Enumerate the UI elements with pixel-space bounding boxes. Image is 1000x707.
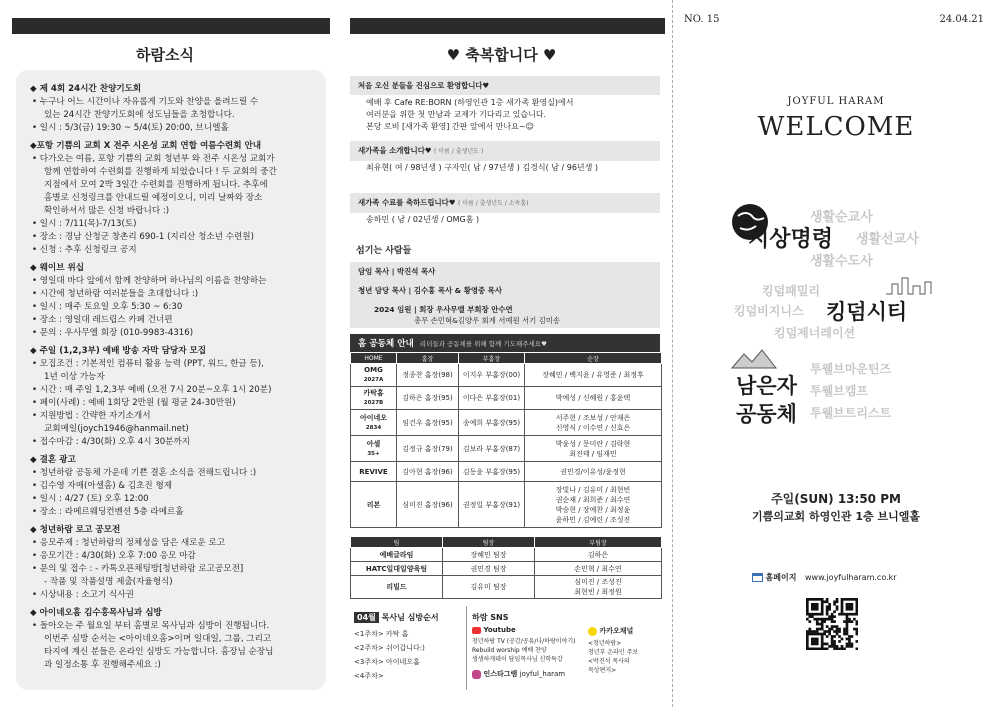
home-code: 2834: [365, 424, 382, 431]
remnant-title-2: 공동체: [736, 402, 797, 426]
team-lead: 권민경 팀장: [443, 562, 535, 576]
great-commission-title: 지상명령: [748, 227, 834, 252]
col-vice: 부홈장: [459, 353, 525, 364]
news-panel: [0, 0, 330, 707]
section-line: • 지원방법 : 간략한 자기소개서: [32, 411, 151, 421]
homepage-link[interactable]: www.joyfulharam.co.kr: [805, 573, 897, 582]
col-team-lead: 팀장: [443, 537, 535, 548]
blessing-title: ♥ 축복합니다 ♥: [446, 46, 557, 64]
section-line: 이번주 심방 순서는 <아이네오홈>이며 일대일, 그룹, 그리고: [44, 634, 272, 644]
section-line: • 다가오는 여름, 포항 기쁨의 교회 청년부 와 전주 시온성 교회가: [32, 154, 275, 164]
issue-date: 24.04.21: [939, 14, 984, 25]
home-name: 리본: [366, 500, 381, 509]
kingdom-city-block: 킹덤패밀리 킹덤비지니스 킹덤시티 킹덤제너레이션: [730, 278, 970, 346]
team-lead: 김유미 팀장: [443, 576, 535, 599]
section-heading: ◆포항 기쁨의 교회 X 전주 시온성 교회 연합 여름수련회 안내: [30, 141, 262, 151]
sns-section: 하람 SNS Youtube 청년하람 TV (공감/공유/나/하람이야기) Rebuild worship 예배 찬양 생생하개데이 담임목사님 신학특강 인스타그램 joyful_haram 카카오채널 <청년하람> 청년부 온라인 주보 <박진석 목사의 묵상편지>: [472, 613, 639, 678]
welcome-bar: 처음 오신 분들을 진심으로 환영합니다♥: [350, 76, 660, 95]
table-row: [351, 548, 662, 562]
col-team-vice: 부팀장: [535, 537, 662, 548]
home-leaders: 서주현 / 조보성 / 안재은 신영식 / 이수연 / 신효은: [525, 410, 662, 436]
brand: JOYFUL HARAM: [787, 96, 885, 107]
section-line: 1년 이상 가능자: [44, 372, 105, 382]
section-line: • 김수영 자매(아셀홈) & 김초진 형제: [32, 481, 173, 491]
home-name: 아셀: [366, 439, 381, 448]
section-line: • 돌아오는 주 월요일 부터 홈별로 목사님과 심방이 진행됩니다.: [32, 621, 270, 631]
remnant-block: 투웰브마운틴즈 남은자 투웰브캠프 공동체 투웰브트리스트: [730, 348, 970, 444]
home-vice: 이다은 부홈장(01): [459, 387, 525, 410]
graduation-bar: 새가족 수료를 축하드립니다♥ ( 이름 / 출생년도 / 소속홈): [350, 193, 660, 213]
home-vice: 이지우 부홈장(00): [459, 364, 525, 387]
section-line: 과 일정소통 후 진행해주세요 :): [44, 660, 161, 670]
service-time: 주일(SUN) 13:50 PM: [771, 492, 901, 506]
kakao-icon[interactable]: [588, 627, 597, 636]
section-line: • 시간에 청년하람 여러분들을 초대합니다 :): [32, 289, 199, 299]
section-line: • 일시 : 4/27 (토) 오후 12:00: [32, 494, 149, 504]
team-vice: 김하은: [535, 548, 662, 562]
issue-number: NO. 15: [684, 14, 720, 25]
section-heading: ◆ 아이네오홈 김수홍목사님과 심방: [30, 608, 162, 618]
home-leaders: 권민경/이유성/윤정현: [525, 462, 662, 482]
news-box: [16, 70, 326, 690]
section-line: • 응모주제 : 청년하람의 정체성을 담은 새로운 로고: [32, 538, 226, 548]
home-name: 카탁홈: [363, 389, 384, 397]
section-heading: ◆ 제 4회 24시간 찬양기도회: [30, 84, 142, 94]
team-team: 예배글라임: [351, 548, 443, 562]
home-name: REVIVE: [359, 467, 388, 476]
section-heading: ◆ 웨이브 위십: [30, 263, 85, 273]
month-badge: 04월: [354, 612, 379, 623]
top-bar: [12, 18, 330, 34]
home-bar: 홈 공동체 안내 리더들과 공동체를 위해 함께 기도해주세요♥: [350, 334, 660, 352]
officers: 2024 임원 | 회장 우사무엘 부회장 안수연 총무 손민혁&김양우 회계 서예원 서기 김미송: [350, 300, 660, 328]
youtube-link[interactable]: Youtube: [483, 626, 516, 634]
new-family-bar: 새가족을 소개합니다♥ ( 이름 / 출생년도 ): [350, 141, 660, 161]
news-title: 하람소식: [136, 46, 194, 64]
home-vice: 김보라 부홈장(87): [459, 436, 525, 462]
home-name: OMG: [364, 366, 383, 374]
cover-panel: [672, 0, 1000, 707]
team-table: [350, 536, 662, 599]
home-leaders: 박예성 / 신혜원 / 홍윤택: [525, 387, 662, 410]
kakao-link[interactable]: 카카오채널: [599, 627, 634, 635]
remnant-title-1: 남은자: [736, 374, 797, 398]
great-commission-block: 생활순교사 지상명령 생활선교사 생활수도사: [730, 200, 950, 280]
home-leaders: 박윤성 / 문미란 / 김락현 최진태 / 임재민: [525, 436, 662, 462]
table-row: [351, 576, 662, 599]
mountain-icon: [730, 348, 786, 370]
team-vice: 손민혁 / 최수연: [535, 562, 662, 576]
home-head: 김정규 홈장(79): [397, 436, 459, 462]
home-code: 2027B: [363, 400, 384, 406]
table-row: [351, 462, 662, 482]
section-line: 교회메일(joych1946@hanmail.net): [44, 424, 189, 434]
visit-row: <3주차> 아이네오홈: [354, 658, 420, 666]
section-line: 있는 24시간 찬양기도회에 성도님들을 초청합니다.: [44, 110, 235, 120]
city-skyline-icon: [884, 274, 944, 296]
welcome-text: 예배 후 Cafe RE:BORN (하영인관 1층 새가족 환영실)에서 여러분을 위한 첫 만남과 교제가 기다리고 있습니다. 본당 로비 [새가족 환영] 간판 앞에서 만나요~☺: [366, 98, 574, 131]
instagram-icon[interactable]: [472, 670, 481, 679]
section-line: • 페이(사례) : 예배 1회당 2만원 (월 평균 24-30만원): [32, 398, 236, 408]
home-vice: 권정일 부홈장(91): [459, 482, 525, 528]
section-line: 홈별로 신청링크를 안내드릴 예정이오니, 미리 날짜와 장소: [44, 193, 263, 203]
section-line: 지점에서 모여 2박 3일간 수련회를 진행하게 됩니다. 추후에: [44, 180, 268, 190]
table-row: [351, 562, 662, 576]
section-line: • 신청 : 추후 신청링크 공지: [32, 245, 137, 255]
col-head: 홈장: [397, 353, 459, 364]
welcome-heading: WELCOME: [757, 112, 915, 142]
homepage-row[interactable]: 홈페이지 www.joyfulharam.co.kr: [752, 572, 897, 583]
qr-code[interactable]: [806, 598, 858, 650]
kingdom-city-title: 킹덤시티: [826, 300, 908, 324]
serve-title: 섬기는 사람들: [356, 246, 412, 256]
home-vice: 김동윤 부홈장(95): [459, 462, 525, 482]
section-line: • 응모기간 : 4/30(화) 오후 7:00 응모 마감: [32, 551, 196, 561]
section-line: • 누구나 어느 시간이나 자유롭게 기도와 찬양을 올려드릴 수: [32, 97, 259, 107]
instagram-link[interactable]: 인스타그램: [483, 670, 518, 678]
team-lead: 장혜민 팀장: [443, 548, 535, 562]
youth-pastor: 청년 담당 목사 | 김수홍 목사 & 황영중 목사: [350, 281, 660, 300]
home-head: 심미진 홈장(96): [397, 482, 459, 528]
graduation-text: 송하민 ( 남 / 02년생 / OMG홈 ): [366, 215, 480, 224]
section-line: • 시상내용 : 소고기 식사권: [32, 590, 134, 600]
table-row: [351, 436, 662, 462]
home-head: 정종찬 홈장(98): [397, 364, 459, 387]
section-line: • 장소 : 라메르웨딩컨벤션 5층 라메르홀: [32, 507, 184, 517]
home-head: 김하은 홈장(95): [397, 387, 459, 410]
home-vice: 송예희 부홈장(95): [459, 410, 525, 436]
service-place: 기쁨의교회 하영인관 1층 브니엘홀: [752, 510, 920, 523]
section-line: - 작품 및 작품설명 제출(자율형식): [44, 577, 173, 587]
visit-row: <1주차> 카탁 홈: [354, 630, 409, 638]
section-heading: ◆ 결혼 광고: [30, 455, 76, 465]
top-bar: [350, 18, 665, 34]
section-line: • 접수마감 : 4/30(화) 오후 4시 30분까지: [32, 437, 191, 447]
section-line: • 시간 : 매 주일 1,2,3부 예배 (오전 7시 20분~오후 1시 20분): [32, 385, 272, 395]
home-leaders: 장빛나 / 김유미 / 최현빈 권순재 / 최희준 / 최수연 박승현 / 장예찬 / 최정윤 윤하민 / 김예린 / 조성진: [525, 482, 662, 528]
divider: [466, 606, 467, 690]
team-vice: 심미진 / 조성진 최현빈 / 최정원: [535, 576, 662, 599]
section-line: • 일시 : 7/11(목)-7/13(토): [32, 219, 137, 229]
section-line: • 문의 및 접수 : - 카톡오픈채팅방[청년하람 로고공모전]: [32, 564, 244, 574]
section-heading: ◆ 청년하람 로고 공모전: [30, 525, 121, 535]
section-line: • 장소 : 경남 산청군 창촌리 690-1 (지리산 청소년 수련원): [32, 232, 254, 242]
new-family-text: 최유현( 여 / 98년생 ) 구자민( 남 / 97년생 ) 김경식( 남 / 96년생 ): [366, 163, 599, 172]
team-team: 리빌드: [351, 576, 443, 599]
section-line: • 청년하람 공동체 가운데 기쁜 결혼 소식을 전해드립니다 :): [32, 468, 257, 478]
table-row: [351, 482, 662, 528]
section-line: • 일시 : 매주 토요일 오후 5:30 ~ 6:30: [32, 302, 183, 312]
col-leaders: 순장: [525, 353, 662, 364]
home-code: 35+: [367, 450, 380, 457]
section-heading: ◆ 주일 (1,2,3부) 예배 방송 자막 담당자 모집: [30, 346, 207, 356]
browser-icon: [752, 573, 763, 582]
section-line: • 일시 : 5/3(금) 19:30 ~ 5/4(토) 20:00, 브니엘홀: [32, 123, 229, 133]
col-team: 팀: [351, 537, 443, 548]
section-line: • 모집조건 : 기본적인 컴퓨터 활용 능력 (PPT, 워드, 한글 등),: [32, 359, 264, 369]
section-line: • 장소 : 영일대 레드립스 카페 건너편: [32, 315, 173, 325]
home-name: 아이네오: [359, 413, 388, 422]
table-row: [351, 364, 662, 387]
section-line: 타지에 계신 분들은 온라인 심방도 가능합니다. 홈장님 순장님: [44, 647, 274, 657]
youtube-icon[interactable]: [472, 627, 481, 634]
home-leaders: 장혜민 / 백지윤 / 유영준 / 최정후: [525, 364, 662, 387]
section-line: • 문의 : 우사무엘 회장 (010-9983-4316): [32, 328, 194, 338]
section-line: 확인하셔서 많은 신청 바랍니다 :): [44, 206, 170, 216]
table-row: [351, 410, 662, 436]
home-table: [350, 352, 662, 528]
visit-row: <4주차>: [354, 672, 384, 680]
blessing-panel: [338, 0, 665, 707]
section-line: 함께 연합하여 수련회를 진행하게 되었습니다 ! 두 교회의 중간: [44, 167, 277, 177]
home-head: 임건우 홈장(95): [397, 410, 459, 436]
visit-order: 04월 목사님 심방순서 <1주차> 카탁 홈 <2주차> 쉬어갑니다:) <3주차> 아이네오홈 <4주차>: [354, 612, 472, 690]
section-line: • 영일대 바다 앞에서 함께 찬양하며 하나님의 이름을 찬양하는: [32, 276, 267, 286]
col-home: HOME: [351, 353, 397, 364]
home-code: 2027A: [363, 377, 384, 383]
home-head: 김아현 홈장(96): [397, 462, 459, 482]
visit-row: <2주차> 쉬어갑니다:): [354, 644, 425, 652]
team-team: HATC일대일양육팀: [351, 562, 443, 576]
senior-pastor: 담임 목사 | 박진석 목사: [350, 262, 660, 281]
table-row: [351, 387, 662, 410]
